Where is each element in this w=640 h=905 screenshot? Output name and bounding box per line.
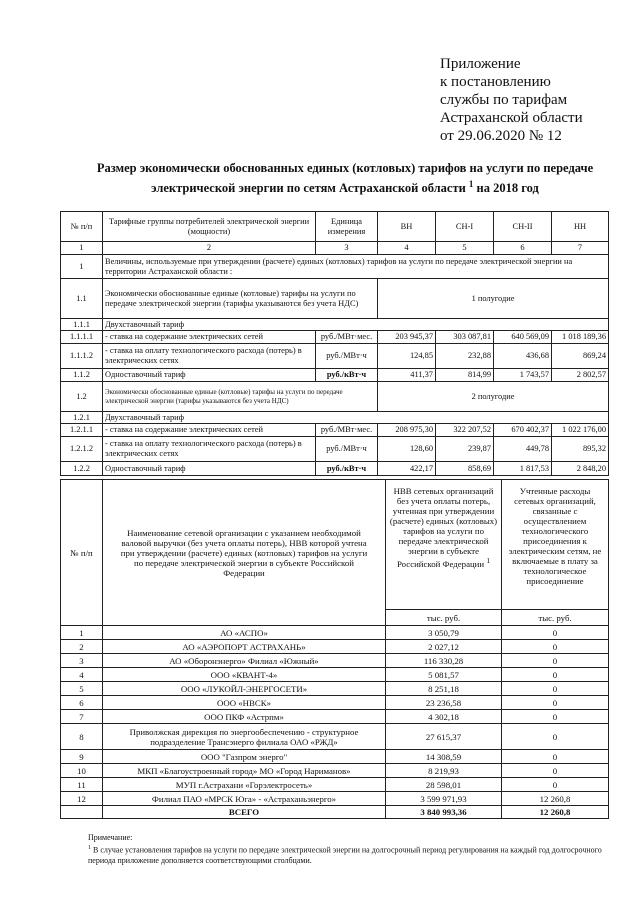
table-row: 1.1.1.1 - ставка на содержание электрических сетей руб./МВт·мес. 203 945,37 303 087,81 640 569,09 1 018 189,36 — [61, 331, 609, 344]
note-text: $^1$ В случае установления тарифов на услуги по передаче электрической энергии на долгосрочный период регулирования на каждый год долгосрочного периода приложение дополняется соответствующими столбцами. — [88, 845, 602, 865]
table-row: 8 Приволжская дирекция по энергообеспечению - структурное подразделение Трансэнерго филиала ОАО «РЖД» 27 615,37 0 — [61, 724, 609, 750]
annex-line: Астраханской области — [440, 110, 583, 126]
table-row: 1.2.2 Одноставочный тариф руб./кВт·ч 422,17 858,69 1 817,53 2 848,20 — [61, 462, 609, 476]
annex-line: Приложение — [440, 56, 521, 72]
table-row: 1.2.1.1 - ставка на содержание электрических сетей руб./МВт·мес. 208 975,30 322 207,52 670 402,37 1 022 176,00 — [61, 424, 609, 437]
document-title — [80, 160, 610, 196]
table-header-row — [61, 480, 609, 610]
header-sn2: СН-II — [494, 212, 552, 242]
table-row: 10 МКП «Благоустроенный город» МО «Город Нариманов» 8 219,93 0 — [61, 764, 609, 778]
table-row: 1 АО «АСПО» 3 050,79 0 — [61, 626, 609, 640]
table-header-row — [61, 212, 609, 242]
period-label: 1 полугодие — [378, 279, 609, 319]
table-row: 3 АО «Оборонэнерго» Филиал «Южный» 116 330,28 0 — [61, 654, 609, 668]
header-num: № п/п — [61, 212, 103, 242]
table-row: 1.1.1.2 - ставка на оплату технологического расхода (потерь) в электрических сетях руб./МВт·ч 124,85 232,88 436,68 869,24 — [61, 344, 609, 369]
title-line-1: Размер экономически обоснованных единых (котловых) тарифов на услуги по передаче — [96, 161, 594, 175]
table-row: 1.2.1.2 - ставка на оплату технологического расхода (потерь) в электрических сетях руб./МВт·ч 128,60 239,87 449,78 895,32 — [61, 437, 609, 462]
period-label: 2 полугодие — [378, 382, 609, 412]
table-row: 9 ООО "Газпром энерго" 14 308,59 0 — [61, 750, 609, 764]
table-row: 1.1 Экономически обоснованные единые (котловые) тарифы на услуги по передаче электрической энергии (тарифы указываются без учета НДС) 1 полугодие — [61, 279, 609, 319]
column-number-row: 1 2 3 4 5 6 7 — [61, 242, 609, 255]
table-row: 5 ООО «ЛУКОЙЛ-ЭНЕРГОСЕТИ» 8 251,18 0 — [61, 682, 609, 696]
header-vn: ВН — [378, 212, 436, 242]
table-row: 12 Филиал ПАО «МРСК Юга» - «Астраханьэнерго» 3 599 971,93 12 260,8 — [61, 792, 609, 806]
unit-row: тыс. руб. тыс. руб. — [61, 610, 609, 626]
table-row: 1.1.1 Двухставочный тариф — [61, 319, 609, 331]
table-row: 11 МУП г.Астрахани «Горэлектросеть» 28 598,01 0 — [61, 778, 609, 792]
header-nvv: НВВ сетевых организаций без учета оплаты потерь, учтенная при утверждении (расчете) единых (котловых) тарифов на услуги по передаче электрической энергии в субъекте Российской Федерации $^1$ — [386, 480, 502, 610]
table-row: 4 ООО «КВАНТ-4» 5 081,57 0 — [61, 668, 609, 682]
table-row: 1.2.1 Двухставочный тариф — [61, 412, 609, 424]
title-line-2: электрической энергии по сетям Астраханской области $^1$ на 2018 год — [151, 179, 539, 196]
annex-block — [440, 55, 583, 145]
footnote-mark: 1 — [468, 179, 474, 189]
annex-line: к постановлению — [440, 74, 551, 90]
annex-line: службы по тарифам — [440, 92, 568, 108]
footnote-section — [88, 833, 608, 866]
header-sn1: СН-I — [436, 212, 494, 242]
table-row: 2 АО «АЭРОПОРТ АСТРАХАНЬ» 2 027,12 0 — [61, 640, 609, 654]
header-name: Наименование сетевой организации с указанием необходимой валовой выручки (без учета оплаты потерь), НВВ которой учтена при утверждении (расчете) единых (котловых) тарифов на услуги по передаче электрической энергии в субъекте Российской Федерации — [103, 480, 386, 626]
header-unit: Единица измерения — [316, 212, 378, 242]
total-row: ВСЕГО 3 840 993,36 12 260,8 — [61, 806, 609, 819]
header-groups: Тарифные группы потребителей электрической энергии (мощности) — [103, 212, 316, 242]
header-nn: НН — [552, 212, 609, 242]
header-num: № п/п — [61, 480, 103, 626]
note-heading: Примечание: — [88, 833, 133, 842]
table-row: 1 Величины, используемые при утверждении (расчете) единых (котловых) тарифов на услуги по передаче электрической энергии на территории Астраханской области : — [61, 255, 609, 279]
header-costs: Учтенные расходы сетевых организаций, связанные с осуществлением технологического присоединения к электрическим сетям, не включаемые в плату за технологическое присоединение — [502, 480, 609, 610]
table-row: 6 ООО «НВСК» 23 236,58 0 — [61, 696, 609, 710]
network-organizations-table — [60, 479, 609, 819]
footnote-mark: 1 — [486, 556, 490, 565]
table-row: 7 ООО ПКФ «Астрпм» 4 302,18 0 — [61, 710, 609, 724]
tariff-table — [60, 211, 609, 476]
table-row: 1.2 Экономически обоснованные единые (котловые) тарифы на услуги по передаче электрической энергии (тарифы указываются без учета НДС) 2 полугодие — [61, 382, 609, 412]
table-row: 1.1.2 Одноставочный тариф руб./кВт·ч 411,37 814,99 1 743,57 2 802,57 — [61, 369, 609, 382]
annex-line: от 29.06.2020 № 12 — [440, 128, 562, 144]
